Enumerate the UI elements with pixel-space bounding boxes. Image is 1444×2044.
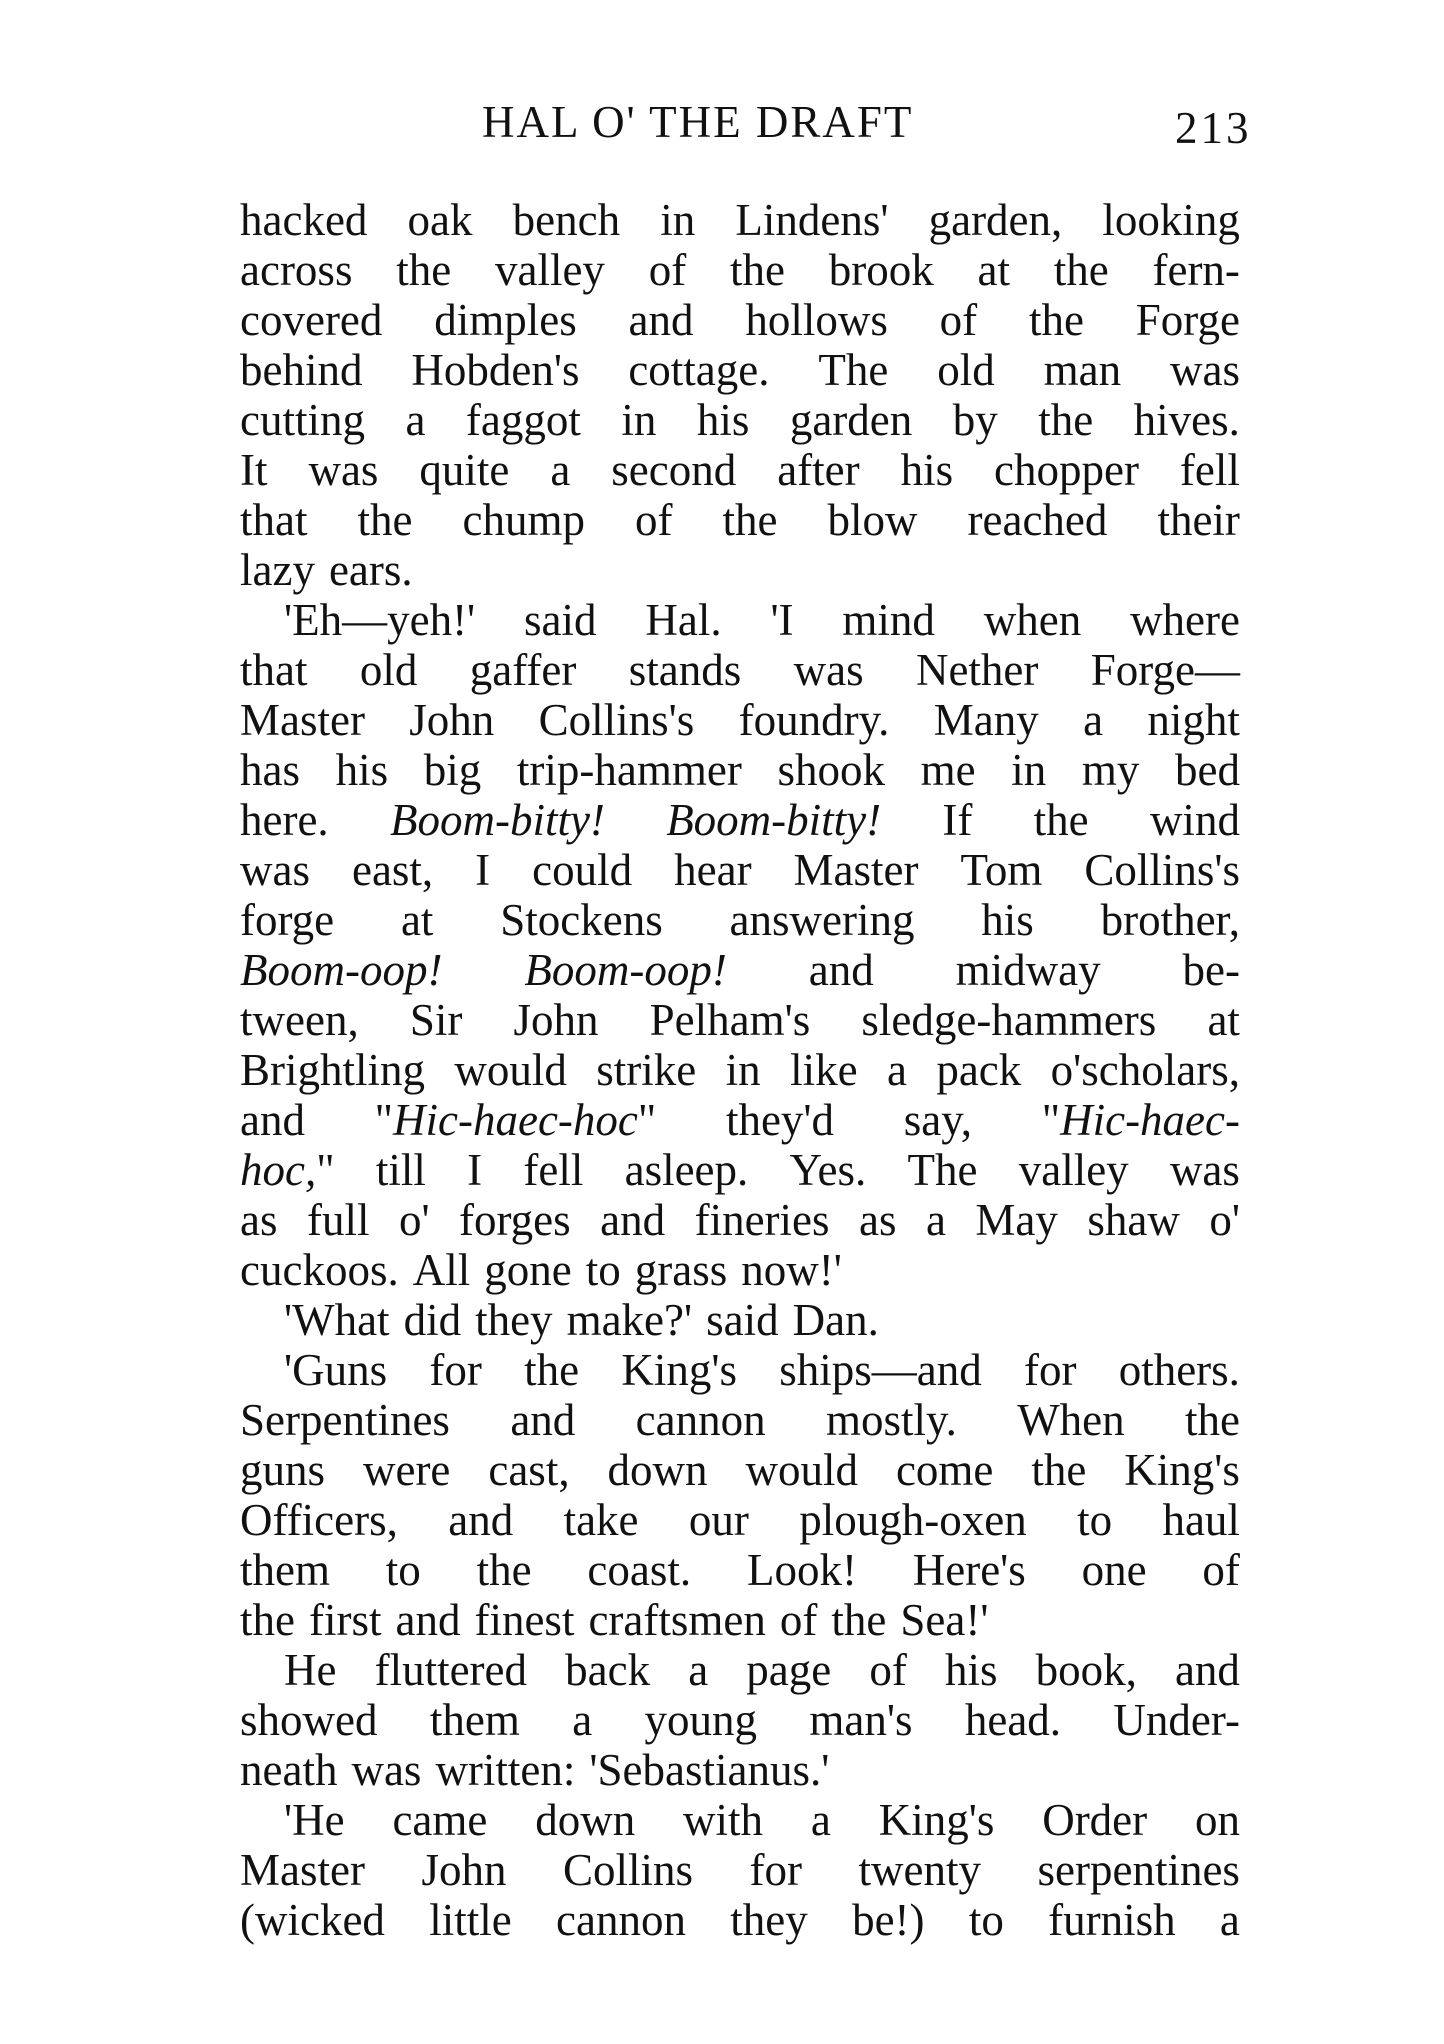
word: after	[777, 445, 860, 495]
word: craftsmen	[588, 1595, 766, 1645]
word: hoc,"	[240, 1145, 335, 1195]
text-line	[240, 1595, 1240, 1645]
word: as	[240, 1195, 278, 1245]
word: the	[1033, 795, 1089, 845]
text-line	[240, 495, 1240, 545]
word: Sea!'	[900, 1595, 989, 1645]
word: a	[405, 395, 426, 445]
word: garden,	[928, 195, 1063, 245]
word: Here's	[912, 1545, 1026, 1595]
text-line	[240, 1495, 1240, 1545]
word: little	[429, 1895, 512, 1945]
word: page	[746, 1645, 832, 1695]
word: Pelham's	[649, 995, 811, 1045]
word: cannon	[635, 1395, 766, 1445]
word: Master	[240, 1845, 365, 1895]
word: 'Eh—yeh!'	[284, 595, 476, 645]
word: of	[939, 295, 978, 345]
text-line	[240, 1895, 1240, 1945]
word: was	[1169, 1145, 1240, 1195]
word: looking	[1102, 195, 1240, 245]
word: man's	[809, 1695, 913, 1745]
word: Stockens	[500, 895, 663, 945]
word: were	[362, 1445, 451, 1495]
word: King's	[1124, 1445, 1240, 1495]
word: his	[900, 445, 954, 495]
word: John	[513, 995, 599, 1045]
word: them	[429, 1695, 520, 1745]
word: valley	[1018, 1145, 1129, 1195]
word: and	[628, 295, 694, 345]
text-line	[240, 1695, 1240, 1745]
word: a	[1083, 695, 1104, 745]
word: Brightling	[240, 1045, 426, 1095]
word: midway	[955, 945, 1101, 995]
word: be-	[1182, 945, 1240, 995]
word: across	[240, 245, 353, 295]
word: by	[952, 395, 998, 445]
word: a	[925, 1195, 946, 1245]
text-line	[240, 1245, 1240, 1295]
word: say,	[903, 1095, 973, 1145]
word: and	[395, 1595, 461, 1645]
word: was	[240, 845, 310, 895]
word: to	[1077, 1495, 1113, 1545]
word: first	[308, 1595, 382, 1645]
word: cutting	[240, 395, 365, 445]
word: cottage.	[628, 345, 770, 395]
word: chump	[462, 495, 585, 545]
word: hollows	[745, 295, 888, 345]
word: in	[660, 195, 696, 245]
word: twenty	[858, 1845, 981, 1895]
word: o'scholars,	[1050, 1045, 1240, 1095]
text-line	[240, 1395, 1240, 1445]
word: one	[1081, 1545, 1147, 1595]
word: the	[1038, 395, 1094, 445]
text-line	[240, 695, 1240, 745]
word: old	[359, 645, 418, 695]
text-line	[240, 995, 1240, 1045]
word: in	[725, 1045, 761, 1095]
word: hacked	[240, 195, 368, 245]
word: Boom-oop!	[524, 945, 727, 995]
word: fern-	[1152, 245, 1240, 295]
word: they'd	[725, 1095, 835, 1145]
word: hear	[674, 845, 752, 895]
word: o'	[1209, 1195, 1240, 1245]
body-text	[240, 195, 1240, 1945]
word: and	[448, 1495, 514, 1545]
word: their	[1157, 495, 1240, 545]
word: night	[1147, 695, 1240, 745]
word: reached	[967, 495, 1108, 545]
text-line	[240, 195, 1240, 245]
word: cannon	[556, 1895, 686, 1945]
word: oak	[407, 195, 473, 245]
word: head.	[964, 1695, 1062, 1745]
word: Boom-bitty!	[389, 795, 605, 845]
word: Serpentines	[240, 1395, 450, 1445]
word: book,	[1035, 1645, 1137, 1695]
page-number: 213	[1175, 103, 1252, 153]
word: has	[240, 745, 300, 795]
word: chopper	[994, 445, 1139, 495]
word: coast.	[587, 1545, 692, 1595]
word: behind	[240, 345, 363, 395]
word: that	[240, 645, 308, 695]
word: in	[621, 395, 657, 445]
word: mostly.	[825, 1395, 957, 1445]
word: was	[351, 1745, 422, 1795]
word: they	[730, 1895, 808, 1945]
text-line	[240, 1295, 1240, 1345]
word: foundry.	[738, 695, 890, 745]
text-line	[240, 1745, 1240, 1795]
word: 'He	[284, 1795, 345, 1845]
word: the	[1028, 295, 1084, 345]
running-title: HAL O' THE DRAFT	[482, 97, 914, 147]
text-line	[240, 1645, 1240, 1695]
word: them	[240, 1545, 330, 1595]
running-head	[240, 92, 1252, 153]
word: down	[535, 1795, 636, 1845]
word: serpentines	[1037, 1845, 1240, 1895]
word: I	[475, 845, 491, 895]
word: the	[729, 245, 785, 295]
word: and	[1174, 1645, 1240, 1695]
word: furnish	[1048, 1895, 1176, 1945]
word: for	[429, 1345, 482, 1395]
word: plough-oxen	[799, 1495, 1027, 1545]
word: me	[920, 745, 976, 795]
word: a	[886, 1045, 907, 1095]
word: would	[454, 1045, 567, 1095]
word: did	[403, 1295, 462, 1345]
word: strike	[596, 1045, 697, 1095]
text-line	[240, 345, 1240, 395]
word: at	[1207, 995, 1240, 1045]
text-line	[240, 395, 1240, 445]
word: his	[335, 745, 389, 795]
word: Tom	[960, 845, 1043, 895]
word: King's	[621, 1345, 737, 1395]
word: old	[937, 345, 995, 395]
word: trip-hammer	[516, 745, 742, 795]
word: the	[396, 245, 452, 295]
word: pack	[936, 1045, 1022, 1095]
word: was	[793, 645, 864, 695]
word: and	[808, 945, 874, 995]
word: bed	[1174, 745, 1240, 795]
text-line	[240, 1095, 1240, 1145]
word: forges	[459, 1195, 571, 1245]
word: Boom-oop!	[240, 945, 443, 995]
word: of	[635, 495, 673, 545]
word: faggot	[465, 395, 581, 445]
text-line	[240, 445, 1240, 495]
word: the	[1031, 1445, 1087, 1495]
word: fell	[523, 1145, 584, 1195]
word: the	[1185, 1395, 1240, 1445]
word: dimples	[434, 295, 577, 345]
word: garden	[789, 395, 913, 445]
word: quite	[419, 445, 510, 495]
word: as	[859, 1195, 897, 1245]
word: Yes.	[789, 1145, 867, 1195]
text-line	[240, 1345, 1240, 1395]
text-line	[240, 945, 1240, 995]
word: a	[572, 1695, 593, 1745]
word: the	[1053, 245, 1109, 295]
word: Master	[240, 695, 365, 745]
word: and	[240, 1095, 305, 1145]
word: guns	[240, 1445, 326, 1495]
word: the	[831, 1595, 887, 1645]
word: when	[983, 595, 1082, 645]
word: to	[585, 1245, 621, 1295]
text-line	[240, 795, 1240, 845]
word: May	[975, 1195, 1058, 1245]
word: a	[810, 1795, 831, 1845]
word: could	[532, 845, 633, 895]
word: was	[1169, 345, 1240, 395]
text-line	[240, 1195, 1240, 1245]
word: to	[385, 1545, 421, 1595]
word: lazy	[240, 545, 315, 595]
word: tween,	[240, 995, 359, 1045]
word: showed	[240, 1695, 378, 1745]
word: gaffer	[469, 645, 577, 695]
word: and	[510, 1395, 576, 1445]
word: with	[683, 1795, 764, 1845]
word: King's	[878, 1795, 995, 1845]
word: be!)	[852, 1895, 925, 1945]
word: brother,	[1100, 895, 1240, 945]
word: a	[550, 445, 571, 495]
word: at	[977, 245, 1010, 295]
word: grass	[634, 1245, 728, 1295]
word: come	[895, 1445, 994, 1495]
text-line	[240, 645, 1240, 695]
word: on	[1195, 1795, 1240, 1845]
word: the	[240, 1595, 295, 1645]
word: stands	[628, 645, 742, 695]
word: and	[600, 1195, 666, 1245]
word: ships—and	[779, 1345, 982, 1395]
word: gone	[484, 1245, 572, 1295]
word: take	[563, 1495, 639, 1545]
word: It	[240, 445, 268, 495]
word: Order	[1042, 1795, 1148, 1845]
word: 'What	[284, 1295, 390, 1345]
word: of	[869, 1645, 907, 1695]
word: All	[412, 1245, 471, 1295]
word: 'I	[770, 595, 794, 645]
word: "Hic-haec-hoc"	[374, 1095, 657, 1145]
word: his	[981, 895, 1034, 945]
word: Collins's	[538, 695, 695, 745]
word: where	[1130, 595, 1240, 645]
word: said	[524, 595, 597, 645]
word: the	[524, 1345, 580, 1395]
word: to	[968, 1895, 1004, 1945]
word: He	[284, 1645, 337, 1695]
word: 'Sebastianus.'	[589, 1745, 830, 1795]
word: Nether	[915, 645, 1039, 695]
word: for	[749, 1845, 803, 1895]
word: make?'	[566, 1295, 693, 1345]
word: of	[648, 245, 687, 295]
word: If	[942, 795, 973, 845]
word: The	[907, 1145, 978, 1195]
word: fineries	[694, 1195, 830, 1245]
word: man	[1043, 345, 1122, 395]
word: they	[475, 1295, 553, 1345]
word: 'Guns	[284, 1345, 388, 1395]
word: asleep.	[624, 1145, 749, 1195]
word: my	[1081, 745, 1140, 795]
text-line	[240, 1045, 1240, 1095]
word: neath	[240, 1745, 338, 1795]
word: John	[409, 695, 495, 745]
text-line	[240, 1545, 1240, 1595]
word: ears.	[328, 545, 413, 595]
word: answering	[729, 895, 915, 945]
word: Hal.	[645, 595, 722, 645]
word: hives.	[1133, 395, 1240, 445]
word: till	[375, 1145, 426, 1195]
word: bench	[512, 195, 621, 245]
word: cast,	[488, 1445, 570, 1495]
text-line	[240, 1795, 1240, 1845]
text-line	[240, 1445, 1240, 1495]
word: our	[688, 1495, 749, 1545]
text-line	[240, 895, 1240, 945]
word: forge	[240, 895, 335, 945]
word: fell	[1179, 445, 1240, 495]
word: John	[421, 1845, 507, 1895]
word: the	[722, 495, 778, 545]
word: was	[308, 445, 379, 495]
word: back	[565, 1645, 651, 1695]
word: a	[1219, 1895, 1240, 1945]
text-line	[240, 245, 1240, 295]
word: at	[400, 895, 434, 945]
word: mind	[842, 595, 935, 645]
text-line	[240, 595, 1240, 645]
word: his	[696, 395, 750, 445]
word: Boom-bitty!	[666, 795, 882, 845]
word: his	[944, 1645, 998, 1695]
word: Lindens'	[735, 195, 889, 245]
word: the	[357, 495, 413, 545]
word: others.	[1118, 1345, 1240, 1395]
word: Under-	[1113, 1695, 1240, 1745]
word: Master	[793, 845, 919, 895]
word: When	[1017, 1395, 1125, 1445]
word: of	[779, 1595, 818, 1645]
word: now!'	[741, 1245, 842, 1295]
word: full	[306, 1195, 370, 1245]
text-line	[240, 845, 1240, 895]
word: young	[644, 1695, 758, 1745]
word: Sir	[409, 995, 463, 1045]
word: a	[688, 1645, 709, 1695]
text-line	[240, 295, 1240, 345]
word: for	[1023, 1345, 1077, 1395]
text-line	[240, 545, 1240, 595]
word: sledge-hammers	[861, 995, 1157, 1045]
word: blow	[827, 495, 918, 545]
word: Officers,	[240, 1495, 398, 1545]
text-line	[240, 1145, 1240, 1195]
word: Collins's	[1084, 845, 1240, 895]
text-line	[240, 1845, 1240, 1895]
word: shook	[777, 745, 885, 795]
word: fluttered	[374, 1645, 528, 1695]
word: Dan.	[792, 1295, 879, 1345]
word: down	[607, 1445, 708, 1495]
word: shaw	[1087, 1195, 1180, 1245]
word: written:	[435, 1745, 576, 1795]
word: The	[818, 345, 889, 395]
word: covered	[240, 295, 383, 345]
word: haul	[1162, 1495, 1240, 1545]
word: that	[240, 495, 308, 545]
word: said	[706, 1295, 779, 1345]
word: would	[745, 1445, 858, 1495]
word: Collins	[562, 1845, 694, 1895]
word: second	[611, 445, 737, 495]
word: of	[1202, 1545, 1240, 1595]
word: "Hic-haec-	[1041, 1095, 1240, 1145]
word: Many	[933, 695, 1039, 745]
word: I	[467, 1145, 483, 1195]
word: finest	[474, 1595, 575, 1645]
word: here.	[240, 795, 329, 845]
word: valley	[494, 245, 605, 295]
word: wind	[1149, 795, 1240, 845]
word: in	[1011, 745, 1047, 795]
word: Forge—	[1090, 645, 1240, 695]
word: east,	[351, 845, 434, 895]
word: brook	[828, 245, 934, 295]
word: o'	[398, 1195, 430, 1245]
word: like	[790, 1045, 858, 1095]
word: the	[476, 1545, 532, 1595]
word: Forge	[1135, 295, 1240, 345]
word: came	[392, 1795, 488, 1845]
word: Look!	[746, 1545, 857, 1595]
word: (wicked	[240, 1895, 385, 1945]
text-line	[240, 745, 1240, 795]
word: cuckoos.	[240, 1245, 399, 1295]
word: Hobden's	[411, 345, 580, 395]
word: big	[423, 745, 482, 795]
